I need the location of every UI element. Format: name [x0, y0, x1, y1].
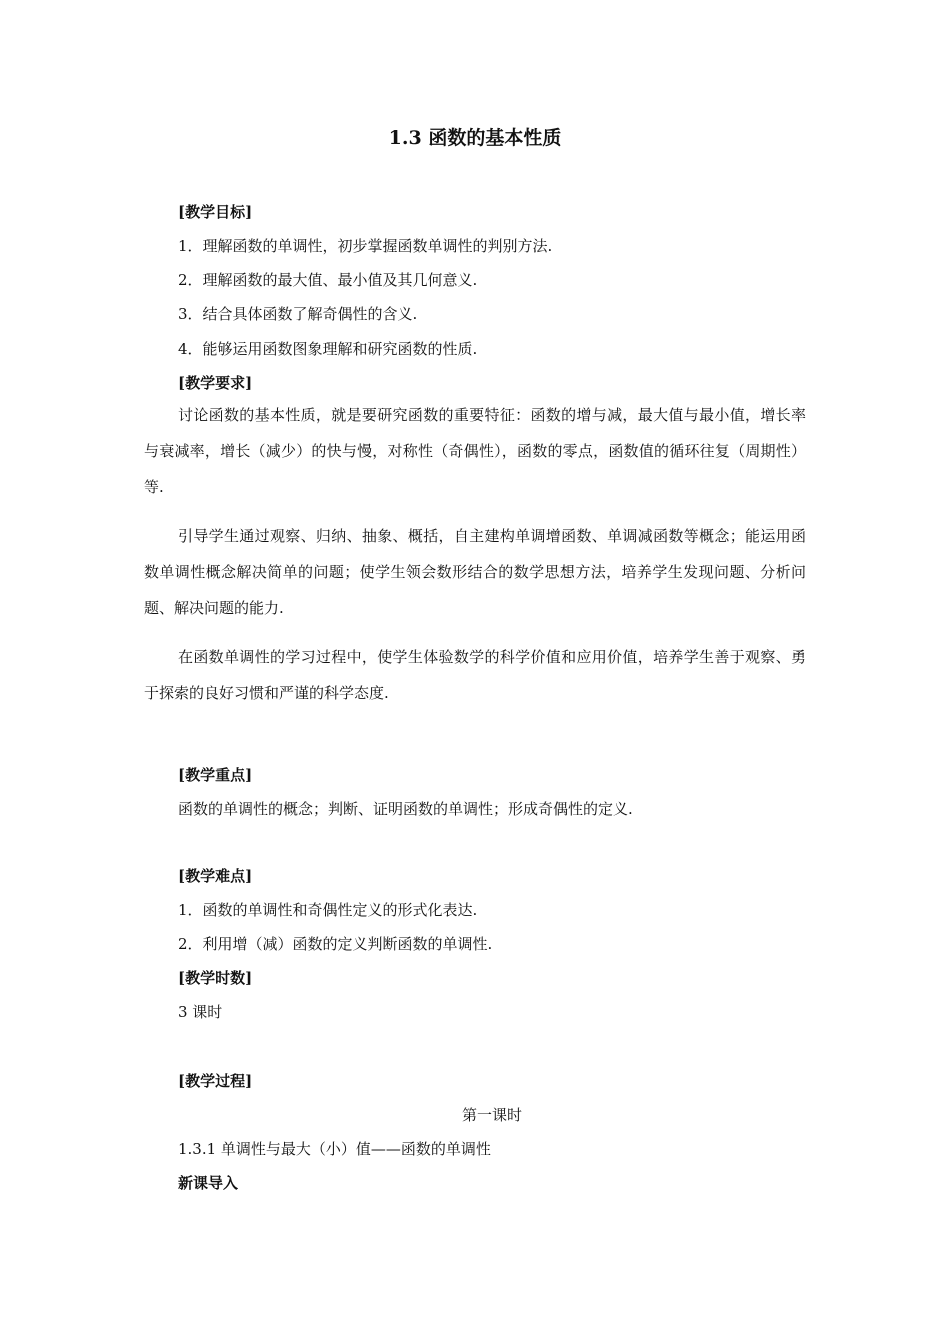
hours-text: 3 课时	[178, 1003, 223, 1021]
hours-heading: [教学时数]	[178, 969, 253, 987]
requirements-paragraph: 在函数单调性的学习过程中，使学生体验数学的科学价值和应用价值，培养学生善于观察、勇于探索的良好习惯和严谨的科学态度.	[144, 648, 806, 702]
objective-item: 3．结合具体函数了解奇偶性的含义.	[178, 305, 418, 323]
objective-item: 4．能够运用函数图象理解和研究函数的性质.	[178, 340, 478, 358]
new-lesson-intro-heading: 新课导入	[178, 1174, 239, 1192]
lesson-label: 第一课时	[461, 1106, 522, 1124]
requirements-paragraph: 引导学生通过观察、归纳、抽象、概括，自主建构单调增函数、单调减函数等概念；能运用函数单调性概念解决简单的问题；使学生领会数形结合的数学思想方法，培养学生发现问题、分析问题、解决问题的能力.	[144, 527, 806, 617]
difficulties-heading: [教学难点]	[178, 867, 253, 885]
difficulty-item: 2．利用增（减）函数的定义判断函数的单调性.	[178, 935, 493, 953]
process-heading: [教学过程]	[178, 1072, 253, 1090]
document-title: 1.3 函数的基本性质	[388, 127, 562, 149]
key-points-text: 函数的单调性的概念；判断、证明函数的单调性；形成奇偶性的定义.	[178, 800, 633, 818]
difficulty-item: 1．函数的单调性和奇偶性定义的形式化表达.	[178, 901, 478, 919]
objective-item: 1．理解函数的单调性，初步掌握函数单调性的判别方法.	[178, 237, 553, 255]
requirements-paragraph: 讨论函数的基本性质，就是要研究函数的重要特征：函数的增与减，最大值与最小值，增长率与衰减率，增长（减少）的快与慢，对称性（奇偶性），函数的零点，函数值的循环往复（周期性）等.	[144, 406, 806, 496]
objective-item: 2．理解函数的最大值、最小值及其几何意义.	[178, 271, 478, 289]
section-title: 1.3.1 单调性与最大（小）值——函数的单调性	[178, 1140, 491, 1158]
requirements-heading: [教学要求]	[178, 374, 253, 392]
objectives-heading: [教学目标]	[178, 203, 253, 221]
key-points-heading: [教学重点]	[178, 766, 253, 784]
